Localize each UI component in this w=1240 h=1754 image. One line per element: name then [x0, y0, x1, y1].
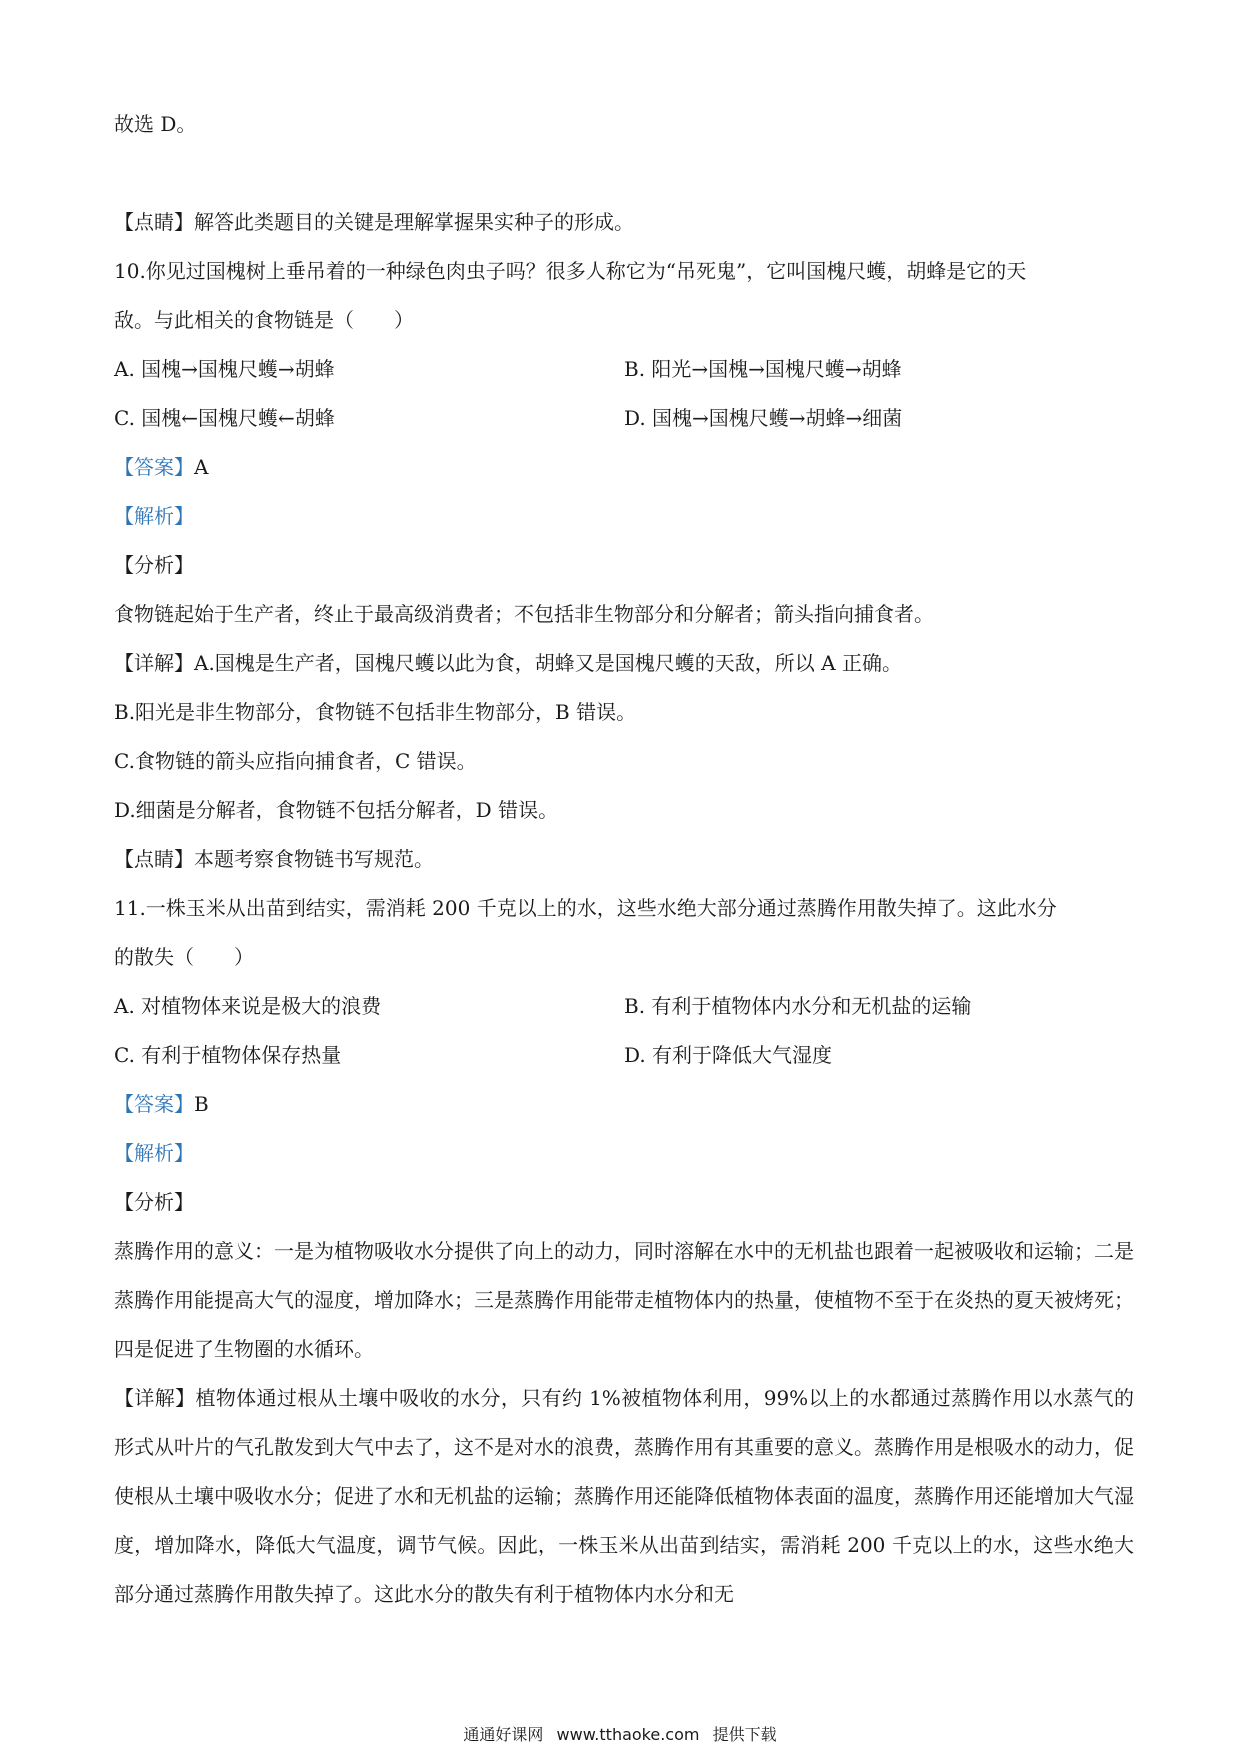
footer-note: 提供下载 [712, 1725, 777, 1744]
q11-option-c: C. 有利于植物体保存热量 [114, 1043, 342, 1067]
q11-answer: B [194, 1092, 209, 1116]
q10-xiangjie-c: C.食物链的箭头应指向捕食者，C 错误。 [114, 749, 477, 773]
q10-answer: A [194, 455, 209, 479]
q10-jiexi-tag: 【解析】 [114, 504, 194, 528]
answer-tag: 【答案】 [114, 1092, 194, 1116]
q10-dianjing: 【点睛】本题考察食物链书写规范。 [114, 847, 434, 871]
q10-option-b: B. 阳光→国槐→国槐尺蠖→胡蜂 [624, 357, 902, 381]
q11-stem-line2: 的散失（ ） [114, 945, 254, 969]
q10-option-d: D. 国槐→国槐尺蠖→胡蜂→细菌 [624, 406, 903, 430]
q11-option-a: A. 对植物体来说是极大的浪费 [114, 994, 382, 1018]
q10-xiangjie-d: D.细菌是分解者，食物链不包括分解者，D 错误。 [114, 798, 559, 822]
q11-fenxi-tag: 【分析】 [114, 1190, 194, 1214]
q10-stem-line1: 10.你见过国槐树上垂吊着的一种绿色肉虫子吗？很多人称它为“吊死鬼”，它叫国槐尺蠖，胡蜂是它的天 [114, 259, 1027, 283]
q10-xiangjie-b: B.阳光是非生物部分，食物链不包括非生物部分，B 错误。 [114, 700, 637, 724]
dianjing-prev: 【点睛】解答此类题目的关键是理解掌握果实种子的形成。 [114, 210, 634, 234]
q11-option-d: D. 有利于降低大气湿度 [624, 1043, 833, 1067]
answer-tag: 【答案】 [114, 455, 194, 479]
footer-site-name: 通通好课网 [463, 1725, 544, 1744]
q10-fenxi: 食物链起始于生产者，终止于最高级消费者；不包括非生物部分和分解者；箭头指向捕食者。 [114, 602, 934, 626]
footer-url[interactable]: www.tthaoke.com [556, 1725, 700, 1744]
conclusion-line: 故选 D。 [114, 112, 197, 136]
q11-jiexi-tag: 【解析】 [114, 1141, 194, 1165]
q11-options-row1 [114, 982, 1134, 1031]
q11-fenxi: 蒸腾作用的意义：一是为植物吸收水分提供了向上的动力，同时溶解在水中的无机盐也跟着一起被吸收和运输；二是蒸腾作用能提高大气的湿度，增加降水；三是蒸腾作用能带走植物体内的热量，使植物不至于在炎热的夏天被烤死；四是促进了生物圈的水循环。 [114, 1239, 1134, 1361]
q10-answer-line [114, 443, 1134, 492]
q11-options-row2 [114, 1031, 1134, 1080]
q11-xiangjie: 【详解】植物体通过根从土壤中吸收的水分，只有约 1%被植物体利用，99%以上的水都通过蒸腾作用以水蒸气的形式从叶片的气孔散发到大气中去了，这不是对水的浪费，蒸腾作用有其重要的意义。蒸腾作用是根吸水的动力，促使根从土壤中吸收水分；促进了水和无机盐的运输；蒸腾作用还能降低植物体表面的温度，蒸腾作用还能增加大气湿度，增加降水，降低大气温度，调节气候。因此，一株玉米从出苗到结实，需消耗 200 千克以上的水，这些水绝大部分通过蒸腾作用散失掉了。这此水分的散失有利于植物体内水分和无 [114, 1386, 1134, 1606]
q10-options-row1 [114, 345, 1134, 394]
q10-option-a: A. 国槐→国槐尺蠖→胡蜂 [114, 357, 335, 381]
q11-option-b: B. 有利于植物体内水分和无机盐的运输 [624, 994, 972, 1018]
page-footer [0, 1722, 1240, 1745]
q11-stem-line1: 11.一株玉米从出苗到结实，需消耗 200 千克以上的水，这些水绝大部分通过蒸腾作用散失掉了。这此水分 [114, 896, 1057, 920]
q10-options-row2 [114, 394, 1134, 443]
q10-stem-line2: 敌。与此相关的食物链是（ ） [114, 308, 414, 332]
q10-option-c: C. 国槐←国槐尺蠖←胡蜂 [114, 406, 335, 430]
document-page [114, 100, 1134, 1619]
q11-answer-line [114, 1080, 1134, 1129]
spacer [114, 149, 1134, 198]
q10-xiangjie-a: 【详解】A.国槐是生产者，国槐尺蠖以此为食，胡蜂又是国槐尺蠖的天敌，所以 A 正确。 [114, 651, 902, 675]
q10-fenxi-tag: 【分析】 [114, 553, 194, 577]
